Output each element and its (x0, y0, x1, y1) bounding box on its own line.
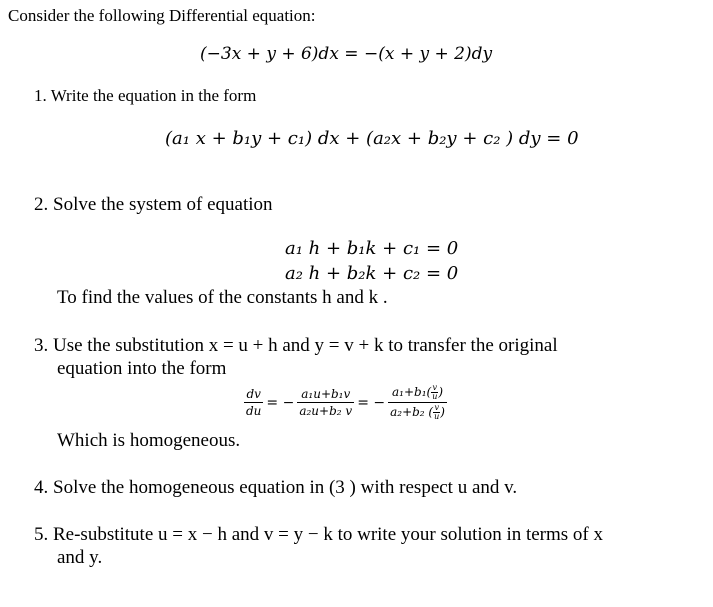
main-equation: (−3x + y + 6)dx = −(x + y + 2)dy (200, 44, 493, 64)
step3-homogeneous-form (244, 384, 447, 421)
step2-equation-line2: a₂ h + b₂k + c₂ = 0 (285, 263, 459, 284)
step3-line1: 3. Use the substitution x = u + h and y = v + k to transfer the original (34, 335, 558, 356)
fraction-dv-du: $\frac{dv}{du}$ (246, 387, 262, 418)
step4-text: 4. Solve the homogeneous equation in (3 ) with respect u and v. (34, 477, 518, 498)
fraction-ratio: a₁+b₁( $\frac{v}{u}$ ) a₂+b₂ ( $\frac{v}{u}$ ) (390, 383, 445, 421)
step2-equation-line1: a₁ h + b₁k + c₁ = 0 (285, 238, 459, 259)
step5-line2: and y. (57, 547, 103, 568)
equals-minus-2: = − (357, 394, 386, 411)
intro-text: Consider the following Differential equation: (8, 6, 316, 25)
step3-line2: equation into the form (57, 358, 227, 379)
step1-text: 1. Write the equation in the form (34, 86, 257, 105)
step3-followup: Which is homogeneous. (57, 430, 241, 451)
step2-followup: To find the values of the constants h and k . (57, 287, 388, 308)
step5-line1: 5. Re-substitute u = x − h and v = y − k to write your solution in terms of x (34, 524, 604, 545)
step2-text: 2. Solve the system of equation (34, 194, 273, 215)
equals-minus-1: = − (266, 394, 295, 411)
fraction-linear: $\frac{\text{a₁u+b₁v}}{\text{a₂u+b₂ v}}$ (299, 387, 353, 418)
step1-equation: (a₁ x + b₁y + c₁) dx + (a₂x + b₂y + c₂ ) dy = 0 (165, 128, 579, 149)
